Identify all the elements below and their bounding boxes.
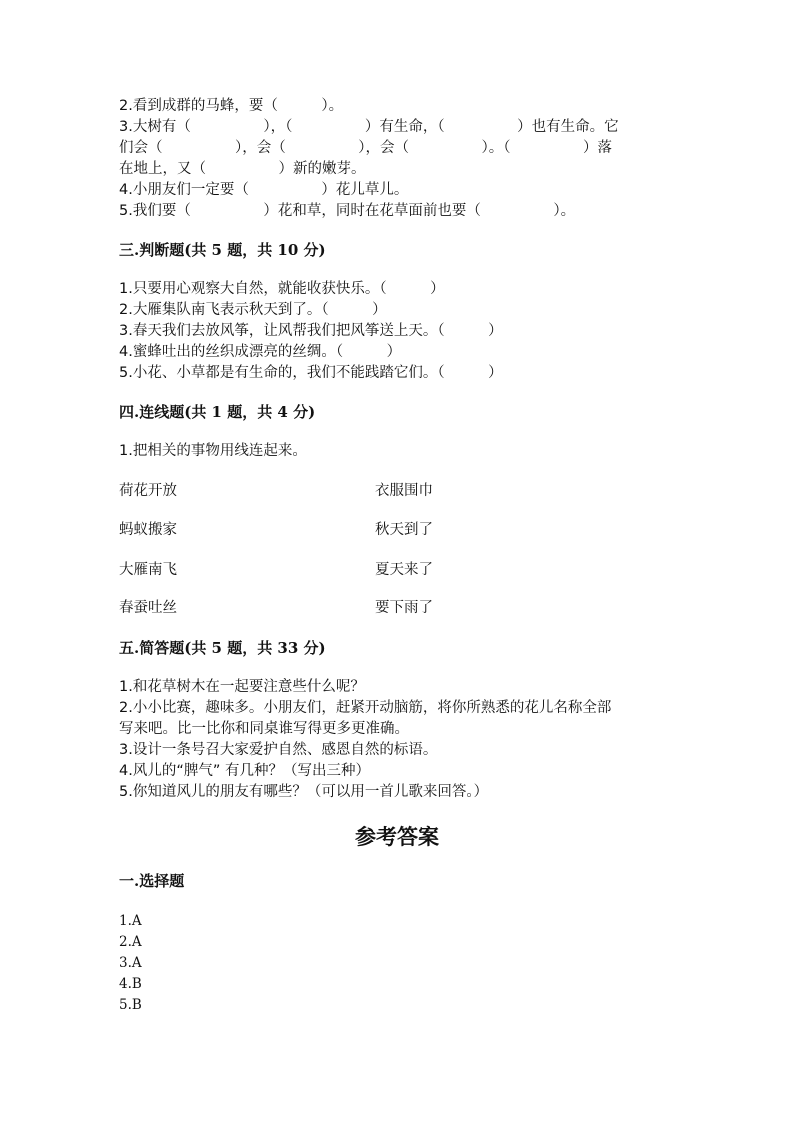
fill-blank-item-5: 5.我们要（ ）花和草，同时在花草面前也要（ ）。 [119,203,576,219]
fill-blank-item-4: 4.小朋友们一定要（ ）花儿草儿。 [119,182,409,198]
judgement-item-2: 2.大雁集队南飞表示秋天到了。（ ） [119,302,387,318]
fill-blank-item-3-line-1: 3.大树有（ ），（ ）有生命，（ ）也有生命。它 [119,119,619,135]
answer-item-4: 4.B [119,976,142,992]
matching-right-item-1: 衣服围巾 [375,483,433,499]
answer-item-3: 3.A [119,955,142,971]
judgement-item-5: 5.小花、小草都是有生命的，我们不能践踏它们。（ ） [119,365,503,381]
fill-blank-item-3-line-2: 们会（ ），会（ ），会（ ）。（ ）落 [119,140,612,156]
short-answer-item-4: 4.风儿的“脾气” 有几种？（写出三种） [119,763,370,779]
judgement-item-4: 4.蜜蜂吐出的丝织成漂亮的丝绸。（ ） [119,344,402,360]
matching-right-item-4: 要下雨了 [375,600,433,616]
matching-right-item-3: 夏天来了 [375,562,433,578]
fill-blank-item-3-line-3: 在地上，又（ ）新的嫩芽。 [119,161,366,177]
matching-left-item-3: 大雁南飞 [119,562,177,578]
matching-left-item-4: 春蚕吐丝 [119,600,177,616]
short-answer-item-5: 5.你知道风儿的朋友有哪些？（可以用一首儿歌来回答。） [119,784,489,800]
answer-item-1: 1.A [119,913,142,929]
short-answer-item-3: 3.设计一条号召大家爱护自然、感恩自然的标语。 [119,742,438,758]
judgement-section-heading: 三.判断题(共 5 题，共 10 分) [119,241,326,259]
answer-key-title: 参考答案 [355,824,439,849]
short-answer-item-2-line-2: 写来吧。比一比你和同桌谁写得更多更准确。 [119,721,409,737]
answer-item-2: 2.A [119,934,142,950]
short-answer-item-1: 1.和花草树木在一起要注意些什么呢？ [119,679,365,695]
fill-blank-item-2: 2.看到成群的马蜂，要（ ）。 [119,98,344,114]
short-answer-item-2-line-1: 2.小小比赛，趣味多。小朋友们，赶紧开动脑筋，将你所熟悉的花儿名称全部 [119,700,612,716]
answer-section-heading: 一.选择题 [119,872,185,890]
answer-item-5: 5.B [119,997,142,1013]
short-answer-section-heading: 五.简答题(共 5 题，共 33 分) [119,639,326,657]
judgement-item-3: 3.春天我们去放风筝，让风帮我们把风筝送上天。（ ） [119,323,503,339]
matching-instruction: 1.把相关的事物用线连起来。 [119,443,307,459]
judgement-item-1: 1.只要用心观察大自然，就能收获快乐。（ ） [119,281,445,297]
matching-left-item-1: 荷花开放 [119,483,177,499]
matching-right-item-2: 秋天到了 [375,522,433,538]
matching-section-heading: 四.连线题(共 1 题，共 4 分) [119,403,316,421]
matching-left-item-2: 蚂蚁搬家 [119,522,177,538]
